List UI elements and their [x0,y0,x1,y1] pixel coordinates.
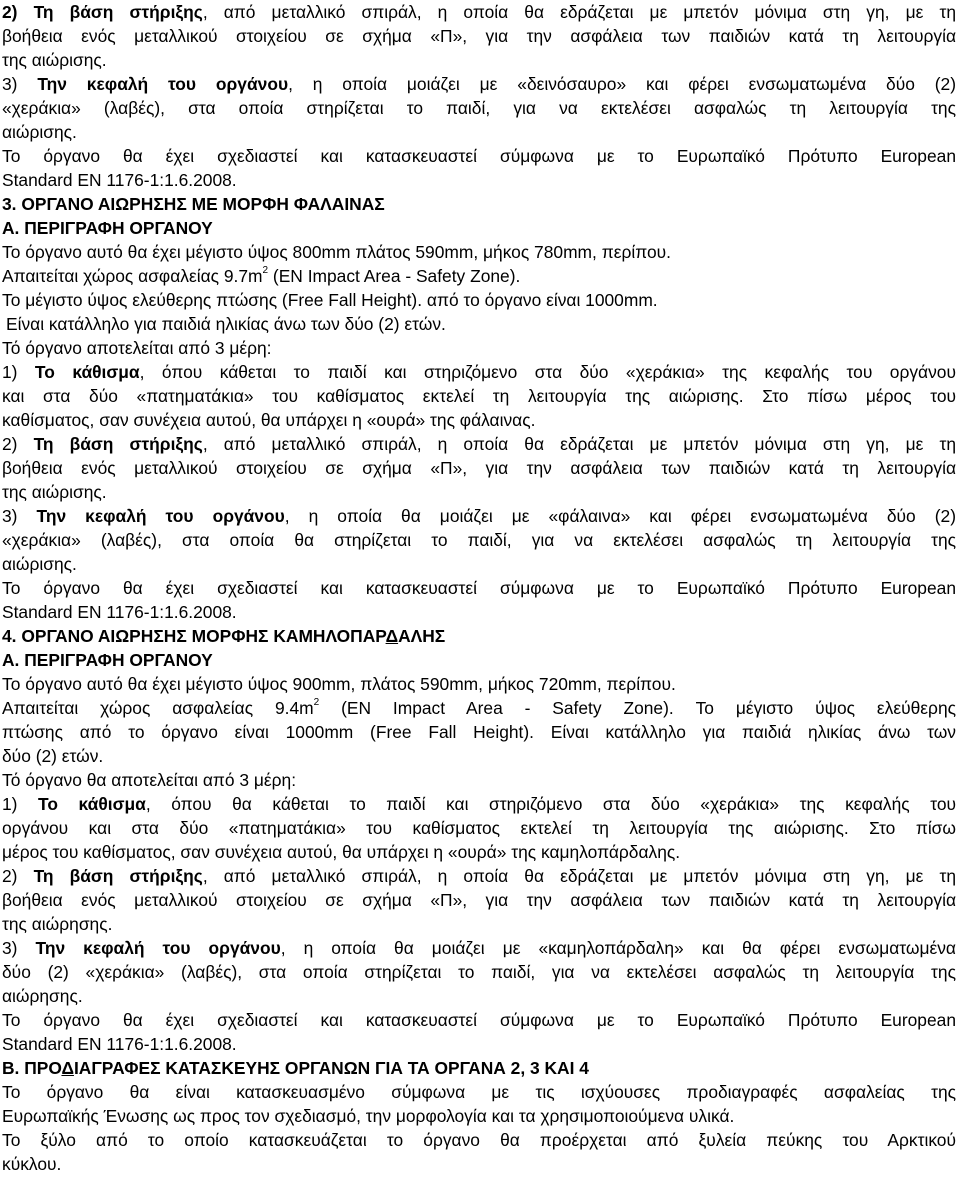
bold-text: 2) [2,2,34,22]
text-span: Το όργανο θα έχει σχεδιαστεί και κατασκευαστεί σύμφωνα με το Ευρωπαϊκό Πρότυπο European [2,578,956,598]
text-span: Το όργανο θα έχει σχεδιαστεί και κατασκευαστεί σύμφωνα με το Ευρωπαϊκό Πρότυπο European [2,146,956,166]
text-span: Το όργανο θα είναι κατασκευασμένο σύμφωνα με τις ισχύουσες προδιαγραφές ασφαλείας της [2,1082,956,1102]
bold-text: ΙΑΓΡΑΦΕΣ ΚΑΤΑΣΚΕΥΗΣ ΟΡΓΑΝΩΝ ΓΙΑ ΤΑ ΟΡΓΑΝΑ 2, 3 ΚΑΙ 4 [73,1058,589,1078]
text-line-41 [2,960,956,984]
text-line-39 [2,912,956,936]
text-line-27 [2,624,956,648]
text-line-31 [2,720,956,744]
text-span: βοήθεια ενός μεταλλικού στοιχείου σε σχήμα «Π», για την ασφάλεια των παιδιών κατά τη λειτουργία [2,890,956,910]
bold-text: Την κεφαλή του οργάνου [35,938,281,958]
text-span: Απαιτείται χώρος ασφαλείας 9.4m [2,698,314,718]
text-span: Είναι κατάλληλο για παιδιά ηλικίας άνω των δύο (2) ετών. [6,314,446,334]
text-line-18 [2,408,956,432]
text-line-11 [2,240,956,264]
bold-text: 4. ΟΡΓΑΝΟ ΑΙΩΡΗΣΗΣ ΜΟΡΦΗΣ ΚΑΜΗΛΟΠΑΡ [2,626,386,646]
text-span: (EN Impact Area - Safety Zone). Το μέγιστο ύψος ελεύθερης [319,698,956,718]
text-span: 1) [2,362,35,382]
text-span: 2) [2,434,34,454]
bold-text: Την κεφαλή του οργάνου [36,506,285,526]
bold-text: Δ [61,1058,74,1078]
text-line-40 [2,936,956,960]
text-span: Standard EN 1176-1:1.6.2008. [2,602,237,622]
text-line-33 [2,768,956,792]
text-span: Ευρωπαϊκής Ένωσης ως προς τον σχεδιασμό, την μορφολογία και τα χρησιμοποιούμενα υλικά. [2,1106,735,1126]
text-span: , η οποία μοιάζει με «δεινόσαυρο» και φέρει ενσωματωμένα δύο (2) [288,74,956,94]
text-line-20 [2,456,956,480]
text-line-13 [2,288,956,312]
superscript: 2 [313,697,320,709]
text-line-26 [2,600,956,624]
text-line-10 [2,216,956,240]
bold-text: 3. ΟΡΓΑΝΟ ΑΙΩΡΗΣΗΣ ΜΕ ΜΟΡΦΗ ΦΑΛΑΙΝΑΣ [2,194,385,214]
text-line-22 [2,504,956,528]
text-span: Το μέγιστο ύψος ελεύθερης πτώσης (Free Fall Height). από το όργανο είναι 1000mm. [2,290,658,310]
text-span: δύο (2) «χεράκια» (λαβές), στα οποία στηρίζεται το παιδί, για να εκτελέσει ασφαλώς τη λειτουργία της [2,962,956,982]
text-span: , η οποία θα μοιάζει με «φάλαινα» και φέρει ενσωματωμένα δύο (2) [284,506,956,526]
text-span: , από μεταλλικό σπιράλ, η οποία θα εδράζεται με μπετόν μόνιμα στη γη, με τη [202,866,956,886]
text-span: αιώρησης. [2,986,83,1006]
text-line-25 [2,576,956,600]
text-line-21 [2,480,956,504]
text-line-45 [2,1056,956,1080]
text-span: αιώρισης. [2,122,77,142]
text-line-24 [2,552,956,576]
text-span: της αιώρησης. [2,914,113,934]
text-line-49 [2,1152,956,1176]
text-line-15 [2,336,956,360]
text-line-14 [2,312,956,336]
bold-text: Β. ΠΡΟ [2,1058,62,1078]
text-span: αιώρισης. [2,554,77,574]
bold-text: Την κεφαλή του οργάνου [37,74,289,94]
text-line-47 [2,1104,956,1128]
text-span: κύκλου. [2,1154,62,1174]
bold-text: Τη βάση στήριξης [33,2,203,22]
text-line-19 [2,432,956,456]
text-line-2 [2,24,956,48]
text-line-5 [2,96,956,120]
text-span: (EN Impact Area - Safety Zone). [268,266,521,286]
text-span: «χεράκια» (λαβές), στα οποία θα στηρίζεται το παιδί, για να εκτελέσει ασφαλώς τη λειτουργία της [2,530,956,550]
text-span: μέρος του καθίσματος, σαν συνέχεια αυτού, θα υπάρχει η «ουρά» της καμηλοπάρδαλης. [2,842,681,862]
bold-text: Τη βάση στήριξης [33,434,203,454]
text-span: δύο (2) ετών. [2,746,104,766]
text-line-6 [2,120,956,144]
text-span: , από μεταλλικό σπιράλ, η οποία θα εδράζεται με μπετόν μόνιμα στη γη, με τη [202,2,956,22]
text-line-12 [2,264,956,288]
text-span: Απαιτείται χώρος ασφαλείας 9.7m [2,266,263,286]
text-line-7 [2,144,956,168]
bold-text: ΑΛΗΣ [398,626,446,646]
text-line-3 [2,48,956,72]
text-line-35 [2,816,956,840]
text-span: , όπου κάθεται το παιδί και στηριζόμενο στα δύο «χεράκια» της κεφαλής του οργάνου [139,362,956,382]
text-span: 3) [2,938,36,958]
text-span: 3) [2,74,38,94]
text-line-38 [2,888,956,912]
text-line-16 [2,360,956,384]
text-span: της αιώρισης. [2,50,107,70]
text-span: Standard EN 1176-1:1.6.2008. [2,170,237,190]
text-line-42 [2,984,956,1008]
text-line-34 [2,792,956,816]
text-line-4 [2,72,956,96]
text-line-37 [2,864,956,888]
text-span: καθίσματος, σαν συνέχεια αυτού, θα υπάρχει η «ουρά» της φάλαινας. [2,410,536,430]
text-span: Το όργανο θα έχει σχεδιαστεί και κατασκευαστεί σύμφωνα με το Ευρωπαϊκό Πρότυπο European [2,1010,956,1030]
text-span: Το ξύλο από το οποίο κατασκευάζεται το όργανο θα προέρχεται από ξυλεία πεύκης του Αρκτικού [2,1130,956,1150]
text-span: 3) [2,506,37,526]
text-span: 2) [2,866,34,886]
text-span: της αιώρισης. [2,482,107,502]
text-span: 1) [2,794,39,814]
text-line-28 [2,648,956,672]
text-line-32 [2,744,956,768]
text-line-1 [2,0,956,24]
text-line-44 [2,1032,956,1056]
text-span: , από μεταλλικό σπιράλ, η οποία θα εδράζεται με μπετόν μόνιμα στη γη, με τη [202,434,956,454]
text-line-43 [2,1008,956,1032]
text-span: Το όργανο αυτό θα έχει μέγιστο ύψος 900mm, πλάτος 590mm, μήκος 720mm, περίπου. [2,674,676,694]
text-line-30 [2,696,956,720]
text-line-48 [2,1128,956,1152]
superscript: 2 [262,265,269,277]
text-line-29 [2,672,956,696]
text-span: Το όργανο αυτό θα έχει μέγιστο ύψος 800mm πλάτος 590mm, μήκος 780mm, περίπου. [2,242,671,262]
text-span: Τό όργανο αποτελείται από 3 μέρη: [2,338,272,358]
text-span: , η οποία θα μοιάζει με «καμηλοπάρδαλη» και θα φέρει ενσωματωμένα [280,938,956,958]
text-line-17 [2,384,956,408]
bold-text: Το κάθισμα [34,362,140,382]
text-line-36 [2,840,956,864]
bold-text: Α. ΠΕΡΙΓΡΑΦΗ ΟΡΓΑΝΟΥ [2,650,213,670]
bold-text: Τη βάση στήριξης [33,866,203,886]
text-span: Τό όργανο θα αποτελείται από 3 μέρη: [2,770,297,790]
bold-text: Δ [385,626,399,646]
text-span: Standard EN 1176-1:1.6.2008. [2,1034,237,1054]
text-span: και στα δύο «πατηματάκια» του καθίσματος εκτελεί τη λειτουργία της αιώρισης. Στο πίσω μέρος του [2,386,956,406]
text-span: βοήθεια ενός μεταλλικού στοιχείου σε σχήμα «Π», για την ασφάλεια των παιδιών κατά τη λειτουργία [2,26,956,46]
text-span: οργάνου και στα δύο «πατηματάκια» του καθίσματος εκτελεί τη λειτουργία της αιώρισης. Στο πίσω [2,818,956,838]
text-span: «χεράκια» (λαβές), στα οποία στηρίζεται το παιδί, για να εκτελέσει ασφαλώς τη λειτουργία της [2,98,956,118]
text-span: βοήθεια ενός μεταλλικού στοιχείου σε σχήμα «Π», για την ασφάλεια των παιδιών κατά τη λειτουργία [2,458,956,478]
text-span: , όπου θα κάθεται το παιδί και στηριζόμενο στα δύο «χεράκια» της κεφαλής του [145,794,956,814]
text-line-9 [2,192,956,216]
text-line-46 [2,1080,956,1104]
bold-text: Το κάθισμα [38,794,146,814]
text-line-8 [2,168,956,192]
text-span: πτώσης από το όργανο είναι 1000mm (Free Fall Height). Είναι κατάλληλο για παιδιά ηλικίας άνω των [2,722,956,742]
text-line-23 [2,528,956,552]
bold-text: Α. ΠΕΡΙΓΡΑΦΗ ΟΡΓΑΝΟΥ [2,218,213,238]
